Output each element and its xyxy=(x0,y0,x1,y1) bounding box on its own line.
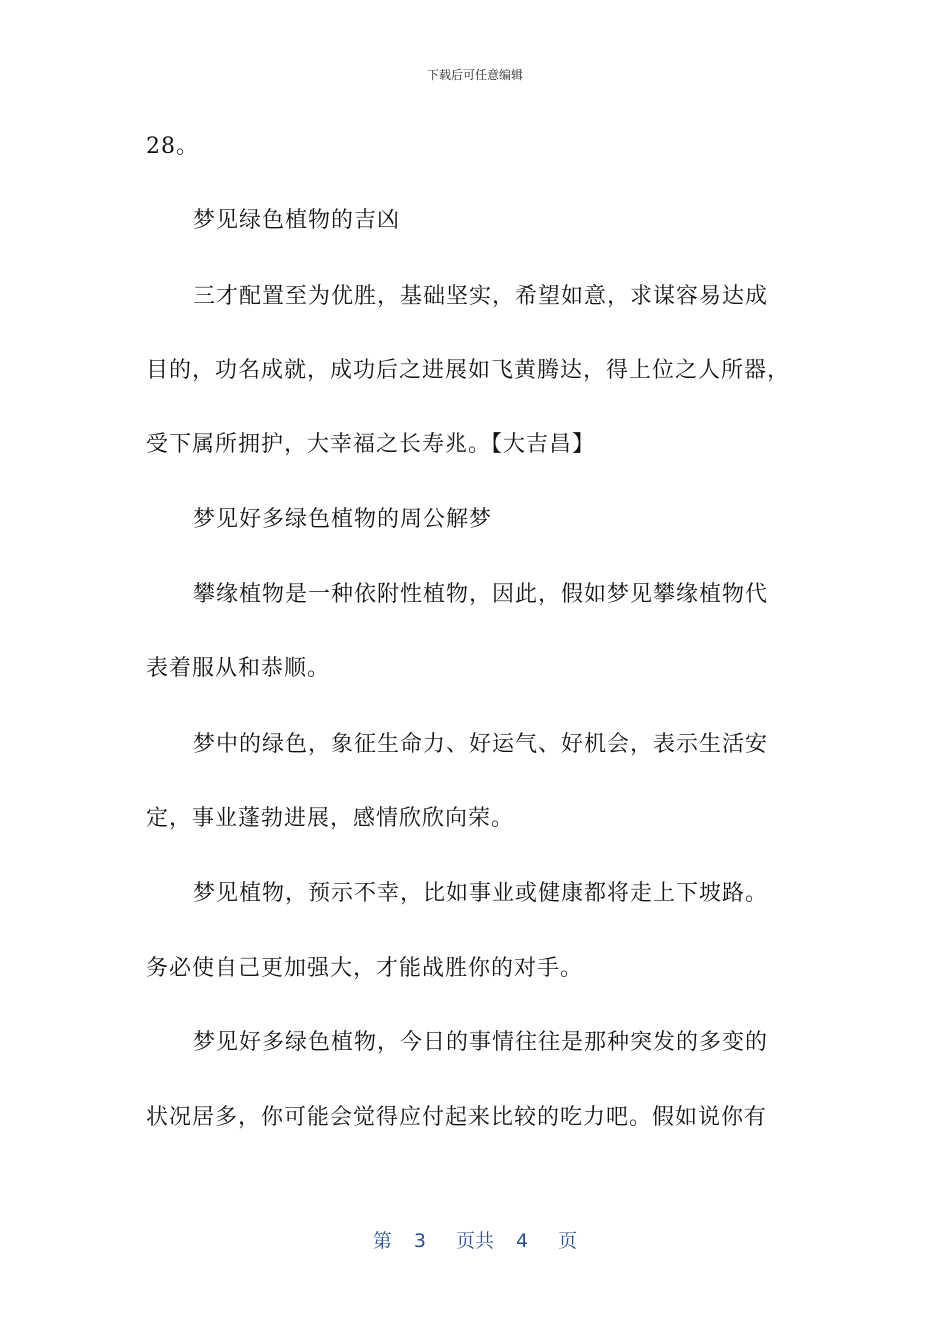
text-line: 目的，功名成就，成功后之进展如飞黄腾达，得上位之人所器， xyxy=(146,358,791,383)
footer-middle: 页共 xyxy=(455,1230,494,1252)
section-heading: 梦见好多绿色植物的周公解梦 xyxy=(193,507,493,532)
text-line: 攀缘植物是一种依附性植物，因此，假如梦见攀缘植物代 xyxy=(193,582,769,607)
footer-prefix: 第 xyxy=(372,1230,392,1252)
text-line: 28。 xyxy=(146,134,199,159)
text-line: 受下属所拥护，大幸福之长寿兆。【大吉昌】 xyxy=(146,432,596,457)
text-line: 定，事业蓬勃进展，感情欣欣向荣。 xyxy=(146,806,515,831)
text-line: 梦见好多绿色植物，今日的事情往往是那种突发的多变的 xyxy=(193,1030,769,1055)
header-note: 下载后可任意编辑 xyxy=(426,68,523,82)
current-page-number: 3 xyxy=(413,1230,426,1252)
text-line: 三才配置至为优胜，基础坚实，希望如意，求谋容易达成 xyxy=(193,284,769,309)
text-line: 表着服从和恭顺。 xyxy=(146,656,331,681)
footer-suffix: 页 xyxy=(558,1230,578,1252)
text-line: 梦中的绿色，象征生命力、好运气、好机会，表示生活安 xyxy=(193,732,769,757)
section-heading: 梦见绿色植物的吉凶 xyxy=(193,208,401,233)
text-line: 务必使自己更加强大，才能战胜你的对手。 xyxy=(146,956,584,981)
text-line: 梦见植物，预示不幸，比如事业或健康都将走上下坡路。 xyxy=(193,881,769,906)
total-pages-number: 4 xyxy=(516,1230,529,1252)
text-line: 状况居多，你可能会觉得应付起来比较的吃力吧。假如说你有 xyxy=(146,1105,768,1130)
page-number-footer xyxy=(0,1226,950,1253)
